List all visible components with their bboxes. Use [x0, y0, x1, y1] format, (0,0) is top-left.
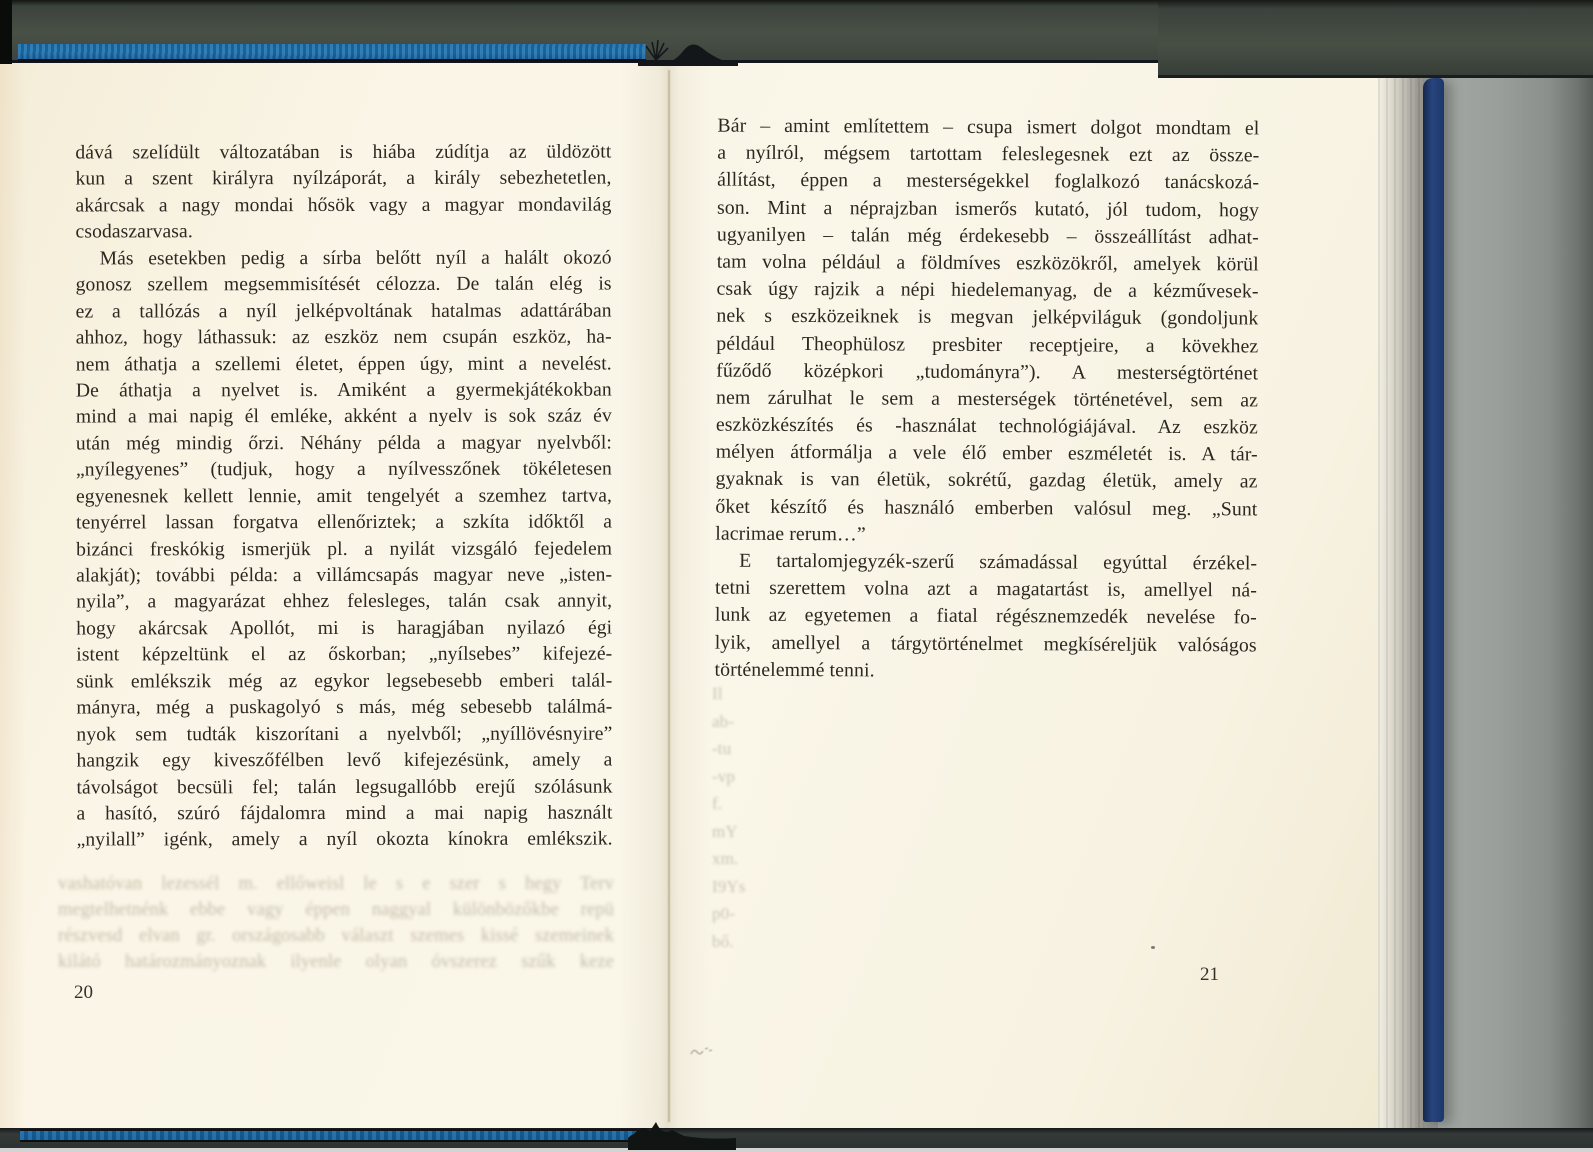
ghost-fragment: ab- [712, 711, 735, 731]
book-cover-top-edge-strip [18, 44, 646, 62]
page-stack-edge [1378, 66, 1424, 1138]
book-cover-fore-edge [1423, 78, 1444, 1122]
text-line: mind a mai napig él emléke, akként a nyelv is sok száz év [75, 405, 612, 428]
text-line: istent képzeltünk el az őskorban; „nyílsebes” kifejezé- [76, 643, 613, 666]
text-line: alakját); további példa: a villámcsapás magyar neve „isten- [76, 564, 613, 587]
ghost-bleedthrough-right [712, 684, 782, 959]
text-line: kun a szent királyra nyílzáporát, a király sebezhetetlen, [75, 167, 612, 190]
text-line: ugyanilyen – talán még érdekesebb – összeállítást adhat- [716, 223, 1259, 249]
text-line: távolságot becsüli fel; talán legsugallóbb erejű szólásunk [76, 776, 613, 798]
ghost-fragment: -vp [712, 766, 735, 786]
ghost-line: vashatóvan lezessél m. ellőweisl le s e szer s hegy Terv [58, 874, 614, 894]
text-line: a nyílról, mégsem tartottam feleslegesnek ezt az össze- [717, 141, 1260, 167]
ghost-fragment: -tu [712, 739, 732, 758]
ghost-fragment: I9Ys [712, 876, 746, 896]
text-line: nem áthatja a szellemi életet, éppen úgy, mint a nevelést. [75, 353, 612, 375]
text-line: egyenesnek kellett lennie, amit tengelyét a szemhez tartva, [75, 485, 613, 508]
ghost-fragment: p0- [712, 904, 735, 923]
ghost-fragment: xm. [712, 849, 739, 868]
text-line: tenyérrel lassan forgatva ellenőriztek; a szkíta időktől a [76, 511, 613, 534]
text-line: csodaszarvasa. [75, 221, 193, 243]
text-line: sünk emlékszik még az egykor legsebesebb emberi talál- [76, 670, 613, 693]
text-line: eszközkészítés és -használat technológiájával. Az eszköz [715, 413, 1258, 439]
text-line: Más esetekben pedig a sírba belőtt nyíl a halált okozó [99, 247, 612, 270]
text-line: őket készítő és használó emberben valósul meg. „Sunt [715, 495, 1258, 521]
left-page-text [75, 142, 612, 857]
ghost-fragment: bő. [712, 931, 734, 951]
text-line: De áthatja a nyelvet is. Amiként a gyermekjátékokban [75, 379, 612, 402]
spine-tail-blot-icon [628, 1116, 738, 1152]
bottom-scan-edge [0, 1148, 1593, 1152]
ghost-fragment: mY [712, 821, 738, 841]
text-line: E tartalomjegyzék-szerű számadással egyúttal érzékel- [739, 549, 1258, 575]
ink-dot [1151, 946, 1155, 949]
page-number-right: 21 [1200, 964, 1219, 985]
text-line: gyaknak is van életük, sokrétű, gazdag életük, amely az [715, 468, 1258, 493]
text-line: mélyen átformálja a vele élő ember eszméletét is. A tár- [715, 440, 1258, 466]
pencil-mark-icon [688, 1044, 714, 1058]
text-line: csak úgy rajzik a népi hiedelemanyag, de a kézművesek- [716, 277, 1259, 303]
text-line: mányra, még a puskagolyó s más, még sebesebb találmá- [76, 696, 613, 719]
ghost-line: megtelhetnénk ebbe vagy éppen naggyal különbözőkbe repü [58, 900, 614, 920]
text-line: történelemmé tenni. [714, 658, 875, 682]
text-line: fűződő középkori „tudományra”). A mesterségtörténet [716, 359, 1259, 385]
text-line: tam volna például a földmíves eszközökről, amelyek körül [716, 250, 1259, 276]
page-edge-tint [0, 60, 26, 1132]
text-line: a hasító, szúró fájdalomra mind a mai napig használt [76, 802, 613, 825]
text-line: gonosz szellem megsemmisítését célozza. De talán elég is [75, 273, 612, 296]
scanner-lid-top-right [1158, 0, 1593, 78]
right-page-text [715, 115, 1260, 689]
ghost-line: részvesd elvan gr. országosabb választ szemes kissé szemeinek [58, 926, 614, 946]
spine-headband-silhouette-icon [638, 34, 738, 66]
ghost-fragment: f. [712, 794, 723, 813]
page-number-left: 20 [74, 982, 93, 1003]
book-cover-bottom-edge-strip [20, 1129, 638, 1142]
ghost-line: kilátó határozmányoznak ilyenle olyan óvszerez szűk keze [58, 952, 614, 972]
text-line: lyik, amellyel a tárgytörténelmet megkíséreljük valóságos [714, 631, 1257, 656]
text-line: nem zárulhat le sem a mesterségek történetével, sem az [715, 386, 1259, 412]
text-line: lunk az egyetemen a fiatal régésznemzedék nevelése fo- [714, 603, 1257, 629]
ghost-fragment: Il [712, 684, 723, 703]
text-line: akárcsak a nagy mondai hősök vagy a magyar mondavilág [75, 194, 612, 217]
text-line: ahhoz, hogy láthassuk: az eszköz nem csupán eszköz, ha- [75, 326, 612, 349]
text-line: Bár – amint említettem – csupa ismert dolgot mondtam el [717, 114, 1260, 140]
text-line: tetni szerettem volna azt a magatartást is, amellyel ná- [714, 576, 1258, 602]
text-line: „nyilall” igénk, amely a nyíl okozta kínokra emlékszik. [76, 828, 613, 851]
gutter-crease [668, 70, 670, 1122]
ghost-bleedthrough-left [58, 874, 614, 978]
text-line: nyok sem tudták kiszorítani a nyelvből; „nyíllövésnyire” [76, 723, 613, 746]
text-line: hangzik egy kiveszőfélben levő kifejezésünk, amely a [76, 749, 613, 772]
text-line: után még mindig őrzi. Néhány példa a magyar nyelvből: [75, 432, 612, 455]
text-line: nyila”, a magyarázat ehhez felesleges, talán csak annyit, [76, 590, 613, 613]
text-line: állítást, éppen a mesterségekkel foglalkozó tanácskozá- [717, 168, 1260, 194]
text-line: „nyílegyenes” (tudjuk, hogy a nyílvesszőnek tökéletesen [75, 458, 612, 481]
text-line: bizánci freskókig ismerjük pl. a nyilát vizsgáló fejedelem [76, 538, 613, 561]
scanner-background [1438, 0, 1593, 1152]
text-line: például Theophülosz presbiter receptjeire, a kövekhez [716, 332, 1259, 357]
text-line: hogy akárcsak Apollót, mi is haragjában nyilazó égi [76, 617, 613, 640]
scan-left-corner [0, 0, 12, 64]
text-line: dává szelídült változatában is hiába zúdítja az üldözött [75, 141, 612, 164]
gutter-shadow [620, 60, 712, 1132]
text-line: ez a tallózás a nyíl jelképvoltának hatalmas adattárában [75, 300, 612, 323]
text-line: nek s eszközeiknek is megvan jelképviláguk (gondoljunk [716, 304, 1259, 330]
text-line: lacrimae rerum…” [715, 522, 866, 546]
text-line: son. Mint a néprajzban ismerős kutató, jól tudom, hogy [716, 196, 1260, 221]
